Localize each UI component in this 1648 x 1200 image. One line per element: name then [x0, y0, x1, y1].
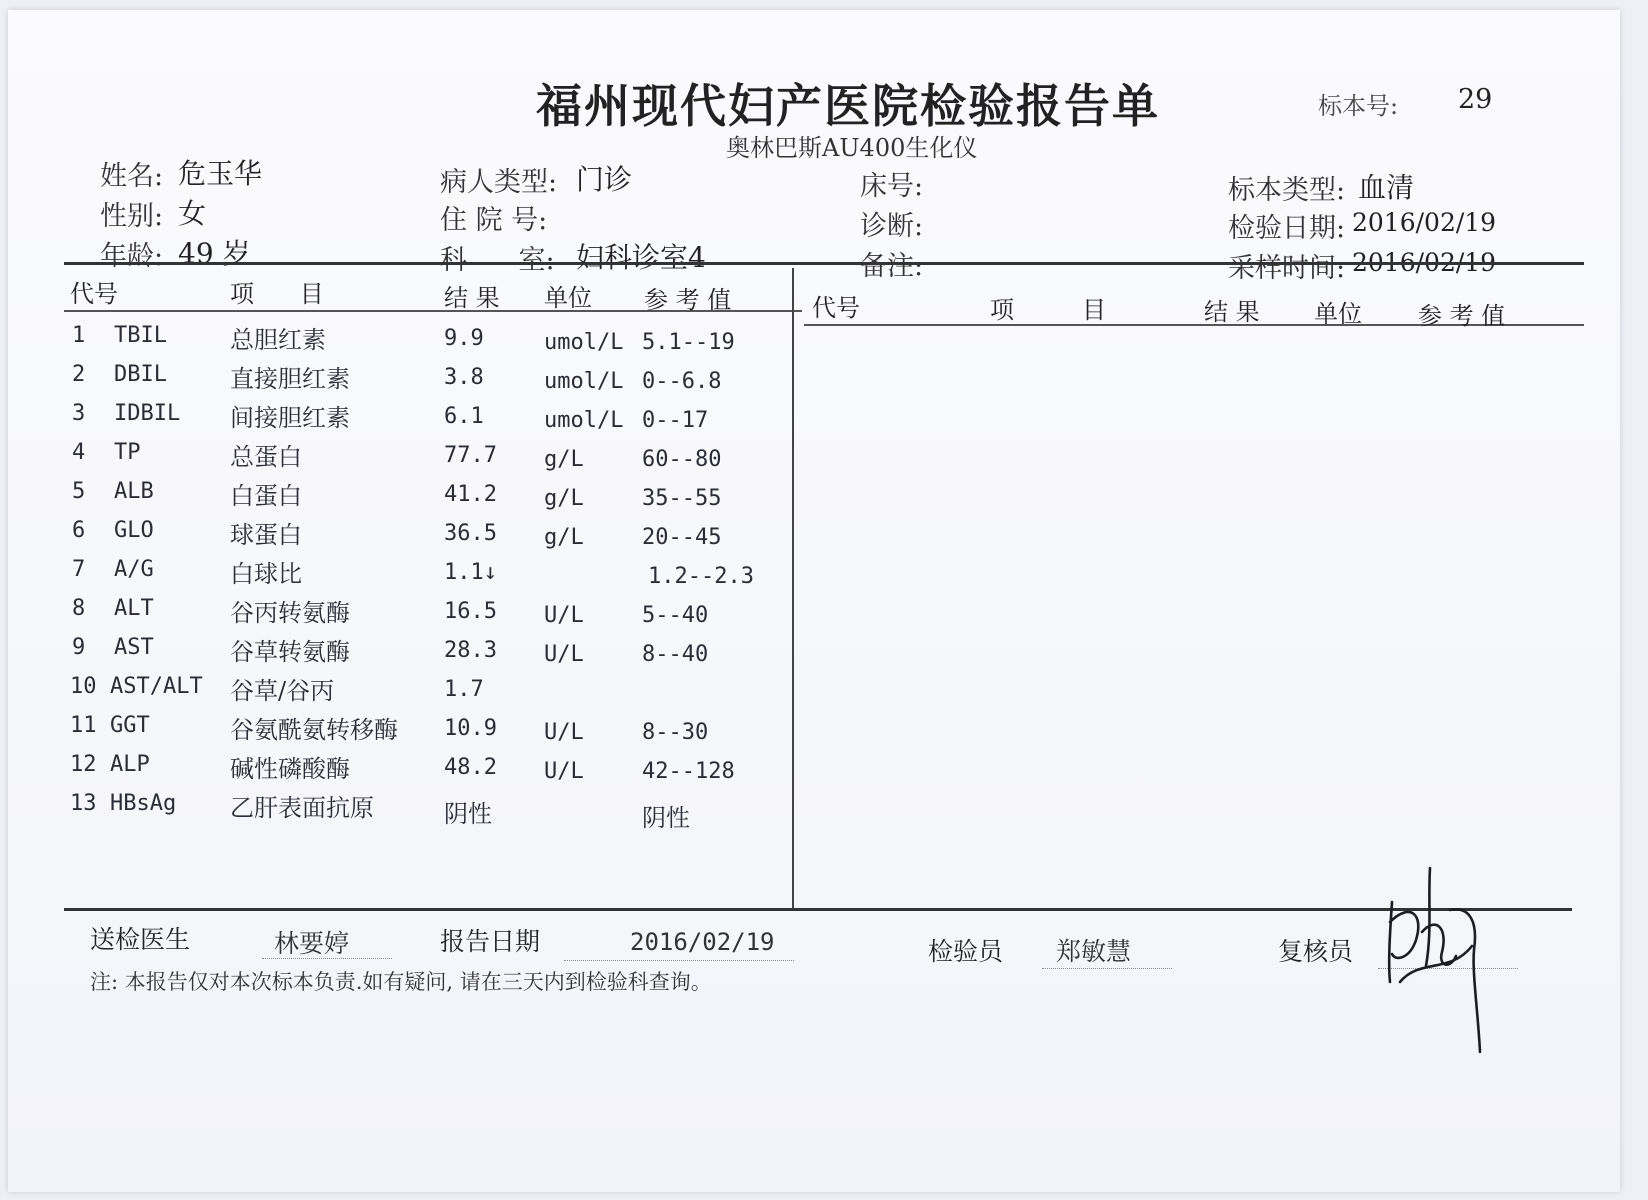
row-result: 36.5	[444, 521, 497, 546]
row-result: 10.9	[444, 716, 497, 741]
row-unit: umol/L	[544, 408, 624, 433]
row-ref: 5.1--19	[642, 330, 735, 355]
row-no: 10	[70, 674, 97, 699]
row-item: 谷丙转氨酶	[230, 599, 350, 627]
row-item: 总胆红素	[230, 326, 326, 354]
th-unit-right: 单位	[1314, 300, 1362, 328]
specimen-type: 血清	[1358, 171, 1415, 204]
th-item-right-2: 目	[1082, 296, 1106, 324]
row-ref: 42--128	[642, 759, 735, 784]
examiner-name: 郑敏慧	[1056, 937, 1132, 966]
row-ref: 0--17	[642, 408, 709, 433]
th-ref-right: 参 考 值	[1418, 302, 1506, 330]
row-code: DBIL	[114, 362, 167, 387]
th-item: 项 目	[230, 280, 324, 308]
name-label: 姓名:	[100, 161, 164, 192]
doctor-underline	[262, 958, 392, 959]
row-unit: U/L	[544, 642, 584, 667]
test-date: 2016/02/19	[1352, 208, 1497, 237]
table-top-rule	[64, 262, 1584, 265]
row-ref: 阴性	[642, 804, 690, 832]
row-code: AST	[114, 635, 154, 660]
row-result: 28.3	[444, 638, 497, 663]
remark-label: 备注:	[860, 251, 924, 282]
table-divider	[792, 268, 794, 908]
doctor-name: 林要婷	[274, 929, 350, 958]
row-item: 白蛋白	[230, 482, 302, 510]
row-no: 9	[72, 635, 86, 660]
row-unit: U/L	[544, 720, 584, 745]
row-code: ALP	[110, 752, 150, 777]
row-item: 乙肝表面抗原	[230, 794, 374, 822]
patient-age: 49 岁	[178, 237, 251, 270]
row-result: 1.1↓	[444, 560, 497, 585]
instrument-name: 奥林巴斯AU400生化仪	[726, 134, 978, 162]
reviewer-label: 复核员	[1278, 937, 1354, 966]
row-result: 3.8	[444, 365, 484, 390]
examiner-label: 检验员	[928, 937, 1004, 966]
patient-type: 门诊	[576, 163, 633, 196]
report-date-underline	[564, 960, 794, 961]
row-code: TP	[114, 440, 141, 465]
row-ref: 8--30	[642, 720, 709, 745]
sample-time-label: 采样时间:	[1228, 253, 1346, 284]
row-code: ALB	[114, 479, 154, 504]
row-item: 球蛋白	[230, 521, 302, 549]
row-no: 2	[72, 362, 86, 387]
th-ref: 参 考 值	[644, 286, 732, 314]
row-unit: umol/L	[544, 369, 624, 394]
row-unit: U/L	[544, 603, 584, 628]
row-code: ALT	[114, 596, 154, 621]
th-result-right: 结 果	[1204, 298, 1260, 326]
row-item: 总蛋白	[230, 443, 302, 471]
patient-name: 危玉华	[178, 157, 263, 190]
th-code: 代号	[70, 280, 118, 308]
row-result: 阴性	[444, 800, 492, 828]
specimen-no: 29	[1458, 84, 1493, 115]
sample-time: 2016/02/19	[1352, 248, 1497, 277]
row-ref: 35--55	[642, 486, 722, 511]
report-sheet	[8, 10, 1620, 1192]
patient-type-label: 病人类型:	[440, 167, 558, 198]
row-unit: g/L	[544, 525, 584, 550]
row-result: 16.5	[444, 599, 497, 624]
row-no: 12	[70, 752, 97, 777]
row-no: 1	[72, 323, 86, 348]
th-unit: 单位	[544, 284, 592, 312]
row-ref: 0--6.8	[642, 369, 722, 394]
row-item: 白球比	[230, 560, 302, 588]
row-ref: 20--45	[642, 525, 722, 550]
row-no: 3	[72, 401, 86, 426]
row-ref: 1.2--2.3	[648, 564, 754, 589]
footer-note: 注: 本报告仅对本次标本负责.如有疑问, 请在三天内到检验科查询。	[90, 970, 712, 994]
row-no: 13	[70, 791, 97, 816]
doctor-label: 送检医生	[90, 925, 191, 954]
row-result: 9.9	[444, 326, 484, 351]
bed-label: 床号:	[860, 171, 924, 202]
row-item: 谷氨酰氨转移酶	[230, 716, 398, 744]
row-no: 4	[72, 440, 86, 465]
row-code: GGT	[110, 713, 150, 738]
row-result: 48.2	[444, 755, 497, 780]
dept-label: 科 室:	[440, 245, 555, 276]
table-bottom-rule	[64, 908, 1572, 911]
examiner-underline	[1042, 968, 1172, 969]
th-result: 结 果	[444, 284, 500, 312]
row-no: 6	[72, 518, 86, 543]
row-item: 直接胆红素	[230, 365, 350, 393]
row-no: 7	[72, 557, 86, 582]
row-unit: g/L	[544, 447, 584, 472]
row-ref: 8--40	[642, 642, 709, 667]
row-unit: g/L	[544, 486, 584, 511]
row-no: 11	[70, 713, 97, 738]
report-date: 2016/02/19	[630, 928, 775, 956]
row-result: 6.1	[444, 404, 484, 429]
sex-label: 性别:	[100, 201, 164, 232]
row-unit: umol/L	[544, 330, 624, 355]
report-date-label: 报告日期	[440, 927, 541, 956]
specimen-type-label: 标本类型:	[1228, 175, 1346, 206]
test-date-label: 检验日期:	[1228, 213, 1346, 244]
row-ref: 60--80	[642, 447, 722, 472]
row-result: 41.2	[444, 482, 497, 507]
reviewer-signature	[1380, 862, 1510, 1062]
row-unit: U/L	[544, 759, 584, 784]
row-code: GLO	[114, 518, 154, 543]
row-code: HBsAg	[110, 791, 177, 816]
row-ref: 5--40	[642, 603, 709, 628]
diagnosis-label: 诊断:	[860, 211, 924, 242]
row-code: TBIL	[114, 323, 167, 348]
row-result: 77.7	[444, 443, 497, 468]
row-code: AST/ALT	[110, 674, 203, 699]
department: 妇科诊室4	[576, 241, 706, 274]
row-no: 8	[72, 596, 86, 621]
inpatient-label: 住 院 号:	[440, 205, 548, 236]
row-item: 谷草转氨酶	[230, 638, 350, 666]
row-code: IDBIL	[114, 401, 181, 426]
row-item: 间接胆红素	[230, 404, 350, 432]
report-title: 福州现代妇产医院检验报告单	[536, 79, 1160, 133]
row-no: 5	[72, 479, 86, 504]
row-item: 碱性磷酸酶	[230, 755, 350, 783]
row-code: A/G	[114, 557, 154, 582]
patient-sex: 女	[178, 197, 207, 230]
th-item-right-1: 项	[990, 296, 1014, 324]
row-result: 1.7	[444, 677, 484, 702]
specimen-no-label: 标本号:	[1318, 92, 1399, 120]
age-label: 年龄:	[100, 241, 164, 272]
row-item: 谷草/谷丙	[230, 677, 335, 705]
th-code-right: 代号	[812, 294, 860, 322]
